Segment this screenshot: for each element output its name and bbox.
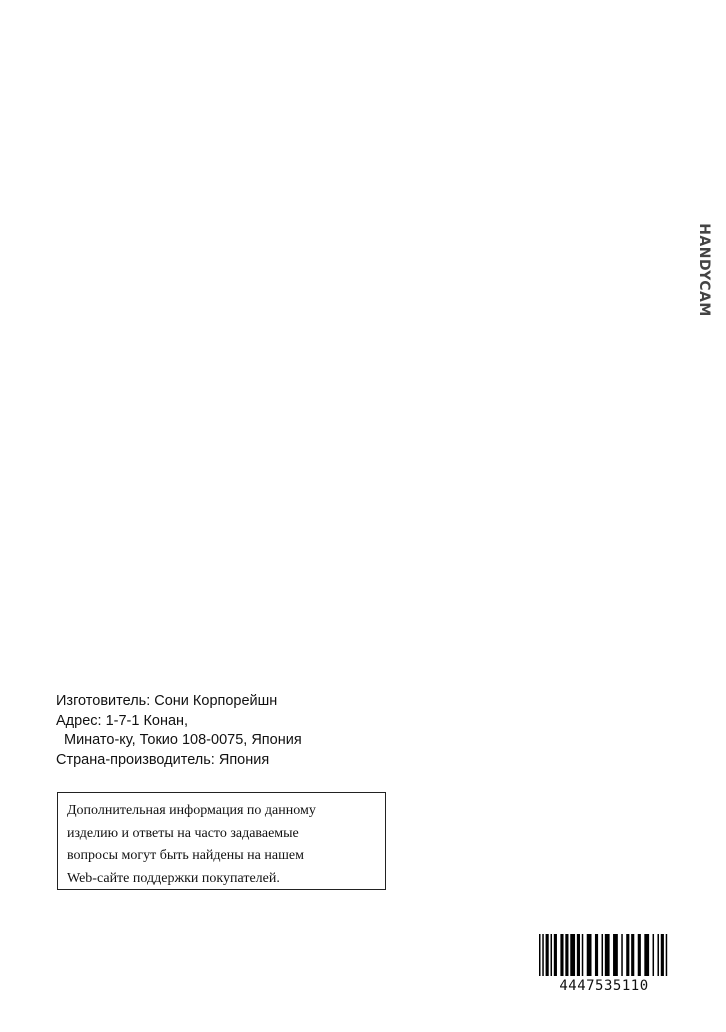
barcode-bar <box>595 934 598 976</box>
barcode-bar <box>621 934 623 976</box>
barcode-bar <box>582 934 584 976</box>
barcode-bar <box>577 934 580 976</box>
barcode-bar <box>661 934 664 976</box>
barcode-bar <box>565 934 568 976</box>
barcode-bar <box>551 934 553 976</box>
handycam-logo <box>696 204 712 336</box>
support-info-line: Дополнительная информация по данному <box>67 803 316 818</box>
barcode-bar <box>644 934 649 976</box>
barcode-bar <box>626 934 629 976</box>
barcode-bar <box>587 934 592 976</box>
barcode-bar <box>554 934 557 976</box>
barcode-bar <box>539 934 541 976</box>
barcode-bar <box>546 934 549 976</box>
address-line: Адрес: 1-7-1 Конан, <box>56 712 189 729</box>
barcode-bar <box>602 934 604 976</box>
manufacturer-info <box>56 692 416 770</box>
barcode-bar <box>542 934 544 976</box>
support-info-line: изделию и ответы на часто задаваемые <box>67 825 299 841</box>
barcode-bar <box>605 934 610 976</box>
barcode-bar <box>638 934 641 976</box>
support-info-line: вопросы могут быть найдены на нашем <box>67 848 304 863</box>
barcode-bar <box>653 934 655 976</box>
barcode-bar <box>570 934 575 976</box>
support-info-box <box>57 792 386 890</box>
barcode-bar <box>657 934 659 976</box>
support-info-line: Web-сайте поддержки покупателей. <box>67 870 280 886</box>
address-continuation-line: Минато-ку, Токио 108-0075, Япония <box>64 732 302 748</box>
barcode-bar <box>560 934 563 976</box>
barcode-number: 4447535110 <box>559 978 649 994</box>
handycam-logo-text: HANDYCAM <box>696 223 712 317</box>
manufacturer-line: Изготовитель: Сони Корпорейшн <box>56 693 278 709</box>
barcode-bar <box>666 934 667 976</box>
barcode <box>539 934 669 976</box>
barcode-bar <box>631 934 634 976</box>
country-of-origin-line: Страна-производитель: Япония <box>56 751 270 768</box>
barcode-bar <box>613 934 618 976</box>
